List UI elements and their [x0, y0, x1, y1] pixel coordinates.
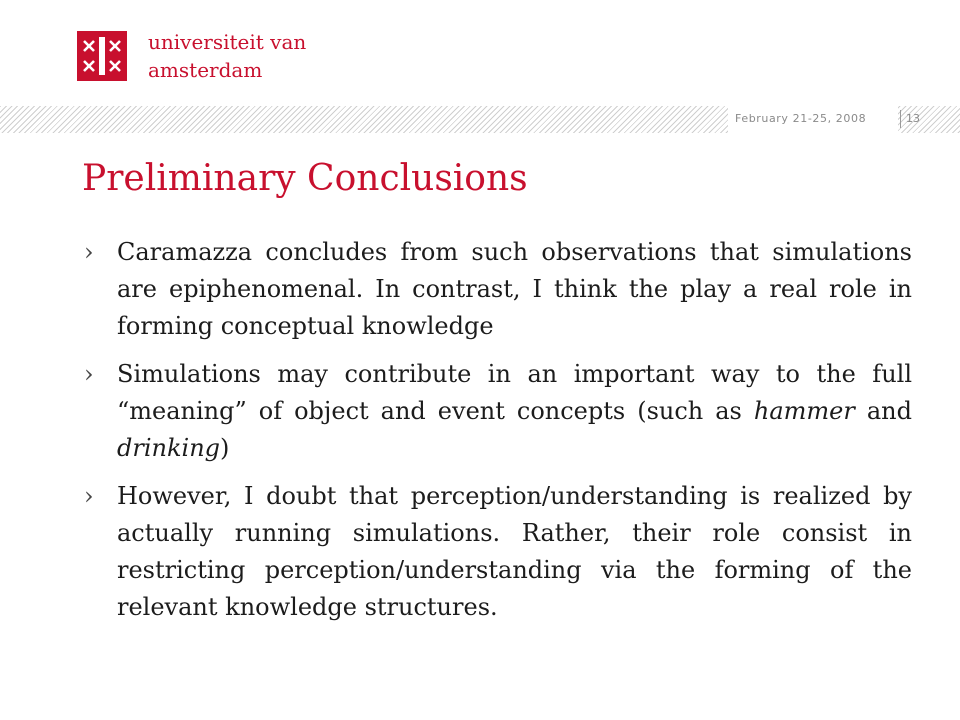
presentation-date: February 21-25, 2008 [735, 112, 867, 125]
bullet-marker-icon: › [84, 482, 94, 510]
bullet-text: and [854, 397, 912, 425]
bullet-text: ) [220, 434, 230, 462]
bullet-text: Caramazza concludes from such observations that simulations are epiphenomenal. In contrast, I think the play a real role in forming conceptual knowledge [117, 238, 912, 340]
university-name-line2: amsterdam [148, 58, 263, 82]
page-number: 13 [906, 112, 920, 125]
bullet-emphasis: hammer [753, 397, 855, 425]
bullet-item [84, 234, 912, 345]
slide-title: Preliminary Conclusions [82, 158, 528, 199]
bullet-emphasis: drinking [117, 434, 221, 462]
university-name-line1: universiteit van [148, 30, 307, 54]
page-number-divider [900, 110, 901, 128]
bullet-marker-icon: › [84, 360, 94, 388]
bullet-item [84, 356, 912, 467]
bullet-item [84, 478, 912, 626]
bullet-list [84, 234, 912, 637]
uva-logo-icon [77, 31, 127, 81]
bullet-text: Simulations may contribute in an important way to the full “meaning” of object and event concepts (such as [117, 360, 912, 425]
bullet-marker-icon: › [84, 238, 94, 266]
university-name [148, 28, 306, 84]
bullet-text: However, I doubt that perception/understanding is realized by actually running simulations. Rather, their role consist in restricting perception/understanding via the forming of the relevant knowledge structures. [117, 482, 912, 621]
